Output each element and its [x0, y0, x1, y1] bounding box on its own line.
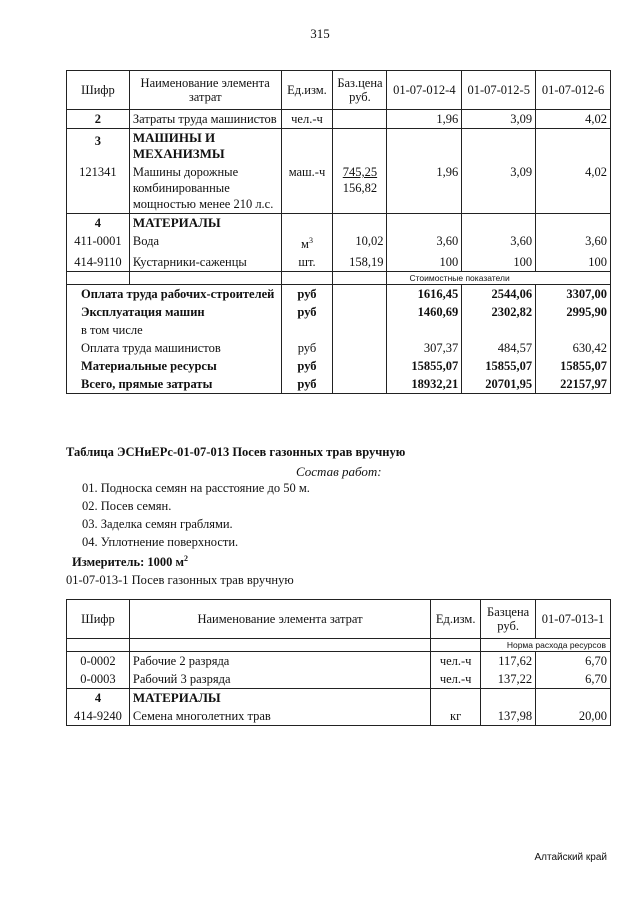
table-row: 3 МАШИНЫ И МЕХАНИЗМЫ [67, 129, 611, 164]
table-row: 4 МАТЕРИАЛЫ [67, 689, 611, 708]
header-col-4: 01-07-012-4 [387, 71, 462, 110]
cost-row: Оплата труда машинистов руб 307,37 484,57 630,42 [67, 339, 611, 357]
header-price: Баз.цена руб. [333, 71, 387, 110]
table-row: 0-0002 Рабочие 2 разряда чел.-ч 117,62 6,70 [67, 652, 611, 671]
work-item: 02. Посев семян. [82, 499, 172, 513]
cost-row: в том числе [67, 321, 611, 339]
table-row: 414-9110 Кустарники-саженцы шт. 158,19 100 100 100 [67, 253, 611, 272]
cost-row: Материальные ресурсы руб 15855,07 15855,07 15855,07 [67, 357, 611, 375]
header-code: Шифр [67, 600, 130, 639]
cost-row: Оплата труда рабочих-строителей руб 1616,45 2544,06 3307,00 [67, 285, 611, 304]
page-number: 315 [310, 26, 330, 41]
header-code: Шифр [67, 71, 130, 110]
table-row: 2 Затраты труда машинистов чел.-ч 1,96 3,09 4,02 [67, 110, 611, 129]
resource-table-013 [66, 599, 611, 726]
norm-subheader-row: Норма расхода ресурсов [67, 639, 611, 652]
header-name: Наименование элемента затрат [129, 600, 430, 639]
table-header-row [67, 600, 611, 639]
work-item: 03. Заделка семян граблями. [82, 517, 233, 531]
cost-subheader-row: Стоимостные показатели [67, 272, 611, 285]
header-name: Наименование элемента затрат [129, 71, 281, 110]
table-row: 121341 Машины дорожные комбинированные мощностью менее 210 л.с. маш.-ч 745,25 156,82 1,96 3,09 4,02 [67, 163, 611, 214]
measurement-unit: Измеритель: 1000 $м^2$ [72, 554, 189, 570]
table-row: 4 МАТЕРИАЛЫ [67, 214, 611, 233]
header-price: Базцена руб. [481, 600, 536, 639]
work-composition-label: Состав работ: [296, 464, 382, 479]
section-title: Таблица ЭСНиЕРс-01-07-013 Посев газонных трав вручную [66, 445, 406, 459]
table-row: 414-9240 Семена многолетних трав кг 137,98 20,00 [67, 707, 611, 726]
header-col-1: 01-07-013-1 [536, 600, 611, 639]
header-unit: Ед.изм. [281, 71, 333, 110]
resource-table-012 [66, 70, 611, 394]
table-header-row [67, 71, 611, 110]
norm-code-line: 01-07-013-1 Посев газонных трав вручную [66, 573, 294, 587]
cost-row-total: Всего, прямые затраты руб 18932,21 20701,95 22157,97 [67, 375, 611, 394]
header-col-6: 01-07-012-6 [536, 71, 611, 110]
work-item: 01. Подноска семян на расстояние до 50 м. [82, 481, 310, 495]
cost-row: Эксплуатация машин руб 1460,69 2302,82 2995,90 [67, 303, 611, 321]
table-row: 411-0001 Вода $м^3$ 10,02 3,60 3,60 3,60 [67, 232, 611, 253]
table-row: 0-0003 Рабочий 3 разряда чел.-ч 137,22 6,70 [67, 670, 611, 689]
header-col-5: 01-07-012-5 [462, 71, 536, 110]
header-unit: Ед.изм. [431, 600, 481, 639]
work-item: 04. Уплотнение поверхности. [82, 535, 239, 549]
region-footer: Алтайский край [534, 852, 607, 863]
